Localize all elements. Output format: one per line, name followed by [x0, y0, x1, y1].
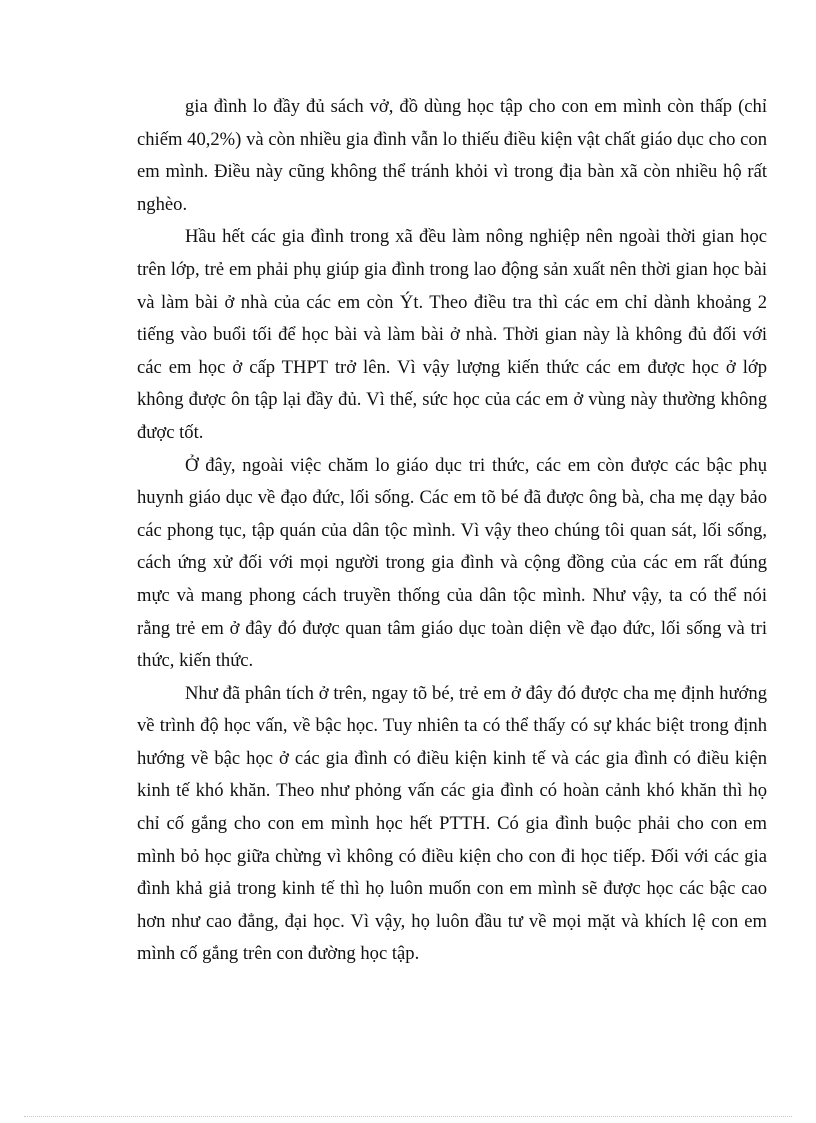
paragraph-continuation: gia đình lo đầy đủ sách vở, đồ dùng học tập cho con em mình còn thấp (chỉ chiếm 40,2%) và còn nhiều gia đình vẫn lo thiếu điều kiện vật chất giáo dục cho con em mình. Điều này cũng không thể tránh khỏi vì trong địa bàn xã còn nhiều hộ rất nghèo.	[137, 96, 767, 215]
paragraph: Như đã phân tích ở trên, ngay tõ bé, trẻ em ở đây đó được cha mẹ định hướng về trình độ học vấn, về bậc học. Tuy nhiên ta có thể thấy có sự khác biệt trong định hướng về bậc học ở các gia đình có điều kiện kinh tế và các gia đình có điều kiện kinh tế khó khăn. Theo như phỏng vấn các gia đình có hoàn cảnh khó khăn thì họ chỉ cố gắng cho con em mình học hết PTTH. Có gia đình buộc phải cho con em mình bỏ học giữa chừng vì không có điều kiện cho con đi học tiếp. Đối với các gia đình khả giả trong kinh tế thì họ luôn muốn con em mình sẽ được học các bậc cao hơn như cao đẳng, đại học. Vì vậy, họ luôn đầu tư về mọi mặt và khích lệ con em mình cố gắng trên con đường học tập.	[137, 682, 767, 965]
document-body	[137, 91, 767, 971]
paragraph: Ở đây, ngoài việc chăm lo giáo dục tri thức, các em còn được các bậc phụ huynh giáo dục về đạo đức, lối sống. Các em tõ bé đã được ông bà, cha mẹ dạy bảo các phong tục, tập quán của dân tộc mình. Vì vậy theo chúng tôi quan sát, lối sống, cách ứng xử đối với mọi người trong gia đình và cộng đồng của các em rất đúng mực và mang phong cách truyền thống của dân tộc mình. Như vậy, ta có thể nói rằng trẻ em ở đây đó được quan tâm giáo dục toàn diện về đạo đức, lối sống và tri thức, kiến thức.	[137, 454, 767, 672]
page-bottom-rule	[24, 1116, 792, 1117]
paragraph: Hầu hết các gia đình trong xã đều làm nông nghiệp nên ngoài thời gian học trên lớp, trẻ em phải phụ giúp gia đình trong lao động sản xuất nên thời gian học bài và làm bài ở nhà của các em còn Ýt. Theo điều tra thì các em chỉ dành khoảng 2 tiếng vào buổi tối để học bài và làm bài ở nhà. Thời gian này là không đủ đối với các em học ở cấp THPT trở lên. Vì vậy lượng kiến thức các em được học ở lớp không được ôn tập lại đầy đủ. Vì thế, sức học của các em ở vùng này thường không được tốt.	[137, 226, 767, 443]
